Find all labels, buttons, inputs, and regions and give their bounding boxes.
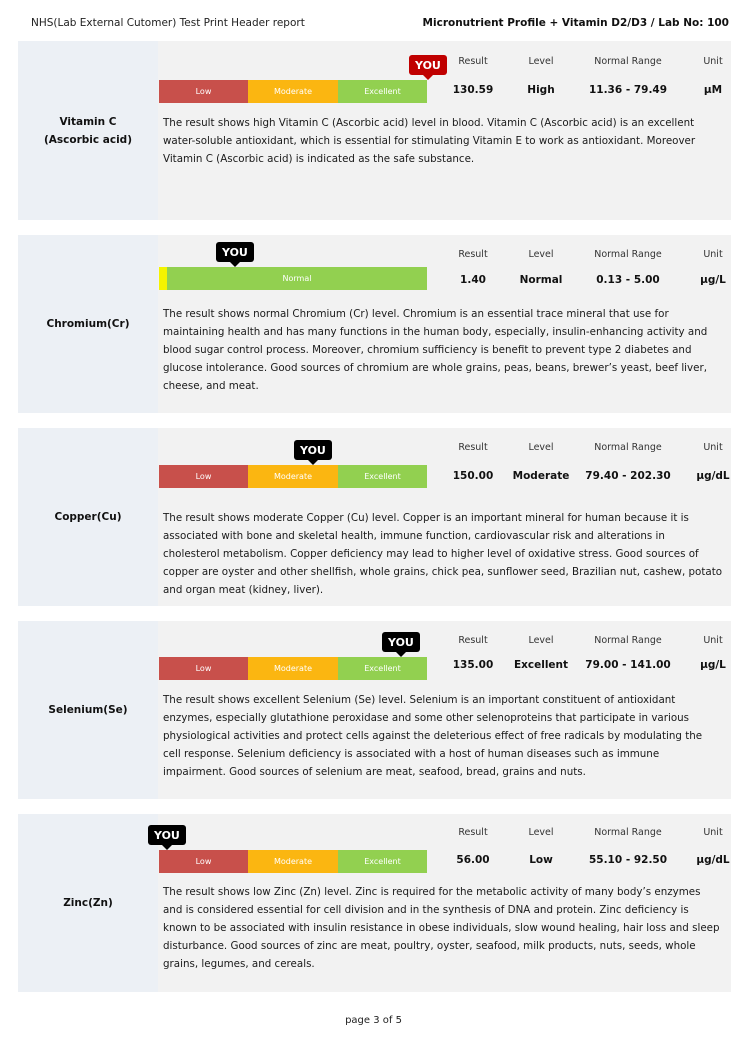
level-header: Level <box>528 442 554 453</box>
test-name: Copper(Cu) <box>54 511 122 523</box>
bar-segment-normal: Normal <box>167 267 427 290</box>
range-header: Normal Range <box>594 249 662 260</box>
test-name: Zinc(Zn) <box>63 897 113 909</box>
bar-segment-moderate: Moderate <box>248 657 338 680</box>
level-value: Moderate <box>512 470 570 482</box>
level-value: Low <box>529 854 553 866</box>
unit-value: µg/L <box>700 274 726 286</box>
test-name-cell <box>18 41 158 220</box>
report-header-title: NHS(Lab External Cutomer) Test Print Header report <box>31 17 305 29</box>
test-name-cell <box>18 428 158 606</box>
unit-header: Unit <box>703 442 723 453</box>
test-name-cell <box>18 814 158 992</box>
bar-segment-excellent: Excellent <box>338 850 427 873</box>
unit-header: Unit <box>703 635 723 646</box>
result-header: Result <box>458 56 488 67</box>
bar-segment-moderate: Moderate <box>248 465 338 488</box>
you-marker: YOU <box>409 55 447 75</box>
test-section-zinc <box>18 814 731 992</box>
level-header: Level <box>528 56 554 67</box>
level-bar <box>159 657 427 680</box>
test-name-cell <box>18 235 158 413</box>
test-section-selenium <box>18 621 731 799</box>
unit-value: µM <box>703 84 723 96</box>
result-value: 135.00 <box>452 659 494 671</box>
test-content <box>158 41 731 220</box>
page-header <box>31 17 729 33</box>
bar-segment-min <box>159 267 167 290</box>
unit-value: µg/L <box>700 659 726 671</box>
test-section-chromium <box>18 235 731 413</box>
test-description: The result shows moderate Copper (Cu) level. Copper is an important mineral for human because it is associated with bone and skeletal health, immune function, cardiovascular risk and alterations in cholesterol metabolism. Copper deficiency may lead to higher level of oxidative stress. Good sources of copper are oyster and other shellfish, whole grains, chick pea, sunflower seed, Brazilian nut, cashew, potato and organ meat (kidney, liver). <box>163 512 723 596</box>
level-header: Level <box>528 249 554 260</box>
unit-header: Unit <box>703 827 723 838</box>
unit-value: µg/dL <box>696 854 730 866</box>
range-header: Normal Range <box>594 827 662 838</box>
test-description: The result shows high Vitamin C (Ascorbic acid) level in blood. Vitamin C (Ascorbic acid) is an excellent water-soluble antioxidant, which is essential for stimulating Vitamin E to work as antioxidant. Moreover Vitamin C (Ascorbic acid) is indicated as the safe substance. <box>163 117 696 165</box>
unit-value: µg/dL <box>696 470 730 482</box>
test-description: The result shows normal Chromium (Cr) level. Chromium is an essential trace mineral that use for maintaining health and has many functions in the human body, especially, insulin-enhancing activity and blood sugar control process. Moreover, chromium sufficiency is benefit to prevent type 2 diabetes and glucose intolerance. Good sources of chromium are whole grains, peas, beans, brewer’s yeast, beef liver, cheese, and meat. <box>163 308 708 392</box>
test-name: Selenium(Se) <box>48 704 128 716</box>
level-bar <box>159 465 427 488</box>
level-value: Normal <box>519 274 563 286</box>
you-marker: YOU <box>294 440 332 460</box>
you-marker: YOU <box>148 825 186 845</box>
level-header: Level <box>528 827 554 838</box>
test-content <box>158 428 731 606</box>
test-section-vitamin-c <box>18 41 731 220</box>
you-marker: YOU <box>216 242 254 262</box>
bar-segment-moderate: Moderate <box>248 850 338 873</box>
bar-segment-excellent: Excellent <box>338 465 427 488</box>
bar-segment-low: Low <box>159 80 248 103</box>
range-value: 11.36 - 79.49 <box>588 84 668 96</box>
bar-segment-excellent: Excellent <box>338 80 427 103</box>
page-number: page 3 of 5 <box>345 1015 402 1026</box>
range-value: 0.13 - 5.00 <box>596 274 660 286</box>
range-value: 55.10 - 92.50 <box>588 854 668 866</box>
test-name: Chromium(Cr) <box>46 318 130 330</box>
level-value: Excellent <box>513 659 569 671</box>
result-header: Result <box>458 827 488 838</box>
range-value: 79.40 - 202.30 <box>585 470 671 482</box>
result-header: Result <box>458 442 488 453</box>
test-description: The result shows excellent Selenium (Se) level. Selenium is an important constituent of antioxidant enzymes, especially glutathione peroxidase and some other selenoproteins that participate in various physiological activities and protect cells against the deleterious effect of free radicals by modulating the cell response. Selenium deficiency is associated with a host of human diseases such as immune impairment. Good sources of selenium are meat, seafood, bread, grains and nuts. <box>163 694 703 778</box>
bar-segment-excellent: Excellent <box>338 657 427 680</box>
test-description: The result shows low Zinc (Zn) level. Zinc is required for the metabolic activity of many body’s enzymes and is considered essential for cell division and in the synthesis of DNA and protein. Zinc deficiency is known to be associated with insulin resistance in obese individuals, slow wound healing, hair loss and sleep disturbance. Good sources of zinc are meat, poultry, oyster, seafood, milk products, nuts, seeds, whole grains, legumes, and cereals. <box>163 886 720 970</box>
test-name-cell <box>18 621 158 799</box>
level-bar <box>159 267 427 290</box>
test-section-copper <box>18 428 731 606</box>
unit-header: Unit <box>703 56 723 67</box>
test-content <box>158 621 731 799</box>
bar-segment-low: Low <box>159 657 248 680</box>
report-header-lab: Micronutrient Profile + Vitamin D2/D3 / Lab No: 100 <box>422 17 729 29</box>
unit-header: Unit <box>703 249 723 260</box>
level-value: High <box>527 84 555 96</box>
level-bar <box>159 80 427 103</box>
range-header: Normal Range <box>594 635 662 646</box>
test-content <box>158 235 731 413</box>
test-content <box>154 814 731 992</box>
bar-segment-moderate: Moderate <box>248 80 338 103</box>
result-value: 56.00 <box>456 854 490 866</box>
result-value: 1.40 <box>460 274 486 286</box>
result-header: Result <box>458 249 488 260</box>
result-value: 150.00 <box>452 470 494 482</box>
result-value: 130.59 <box>452 84 494 96</box>
bar-segment-low: Low <box>159 850 248 873</box>
range-header: Normal Range <box>594 56 662 67</box>
test-name: Vitamin C (Ascorbic acid) <box>43 115 132 146</box>
range-value: 79.00 - 141.00 <box>585 659 671 671</box>
you-marker: YOU <box>382 632 420 652</box>
bar-segment-low: Low <box>159 465 248 488</box>
level-header: Level <box>528 635 554 646</box>
range-header: Normal Range <box>594 442 662 453</box>
level-bar <box>159 850 427 873</box>
result-header: Result <box>458 635 488 646</box>
